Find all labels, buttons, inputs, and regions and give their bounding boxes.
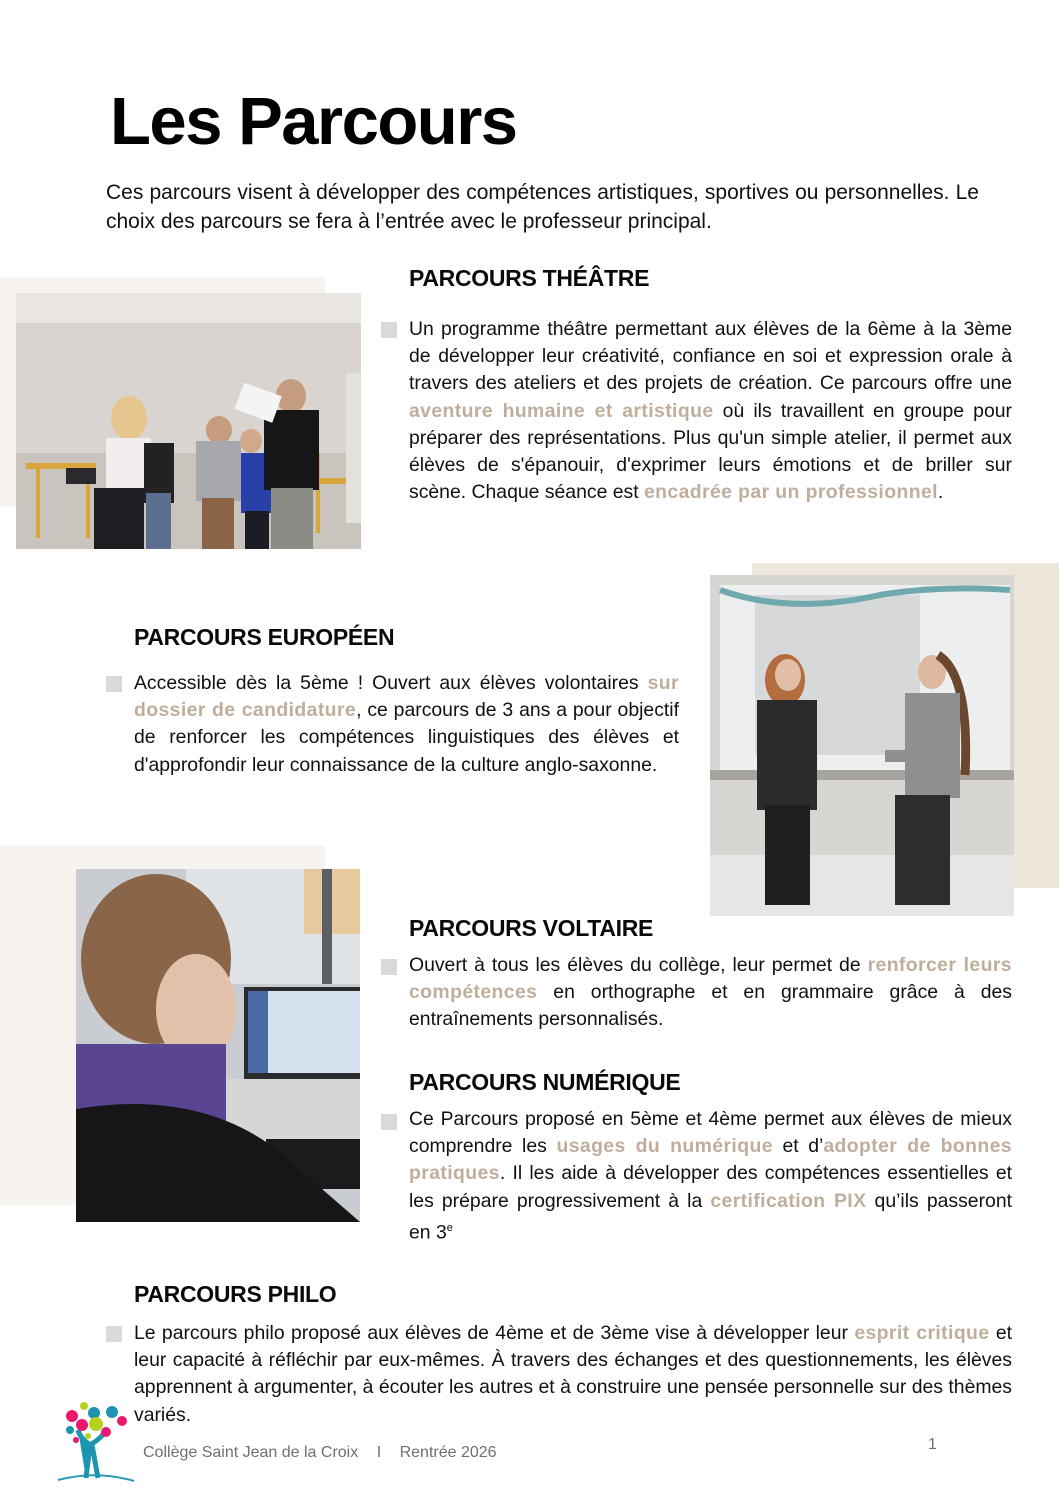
footer-school: Collège Saint Jean de la Croix [143,1444,359,1461]
text-run: . [937,481,944,504]
text-run: Ouvert à tous les élèves du collège, leur permet de [409,954,868,976]
text-run: qu’ils passeront en 3 [409,1189,1012,1244]
text-run: e [446,1221,453,1234]
section-text-philo [134,1320,1012,1429]
text-run: Accessible dès la 5ème ! Ouvert aux élèves volontaires [134,672,648,694]
photo-europeen [710,575,1014,916]
text-run: Le parcours philo proposé aux élèves de 4ème et de 3ème vise à développer leur [134,1322,855,1344]
text-run: et leur capacité à réfléchir par eux-mêmes. À travers des échanges et des questionnements, les élèves apprennent à argumenter, à écouter les autres et à construire une pensée personnelle sur des thèmes variés. [134,1322,1013,1426]
highlighted-phrase: renforcer leurs compétences [409,954,1012,1004]
bullet-icon [381,959,397,975]
bullet-icon [106,676,122,692]
section-text-numerique [409,1106,1012,1246]
bullet-icon [381,1114,397,1130]
highlighted-phrase: encadrée par un professionnel [644,481,938,504]
page-number: 1 [928,1436,937,1453]
section-text-europeen [134,670,679,779]
page-title: Les Parcours [110,84,517,159]
section-title-philo: PARCOURS PHILO [134,1281,337,1307]
section-text-theatre [409,316,1012,506]
section-title-europeen: PARCOURS EUROPÉEN [134,624,395,650]
text-run: en orthographe et en grammaire grâce à des entraînements personnalisés. [409,981,1012,1031]
text-run: où ils travaillent en groupe pour préparer des représentations. Plus qu'un simple atelier, il permet aux élèves de s'épanouir, d'exprimer leurs émotions et de briller sur scène. Chaque séance est [409,399,1012,504]
bullet-icon [106,1326,122,1342]
highlighted-phrase: certification PIX [710,1189,867,1212]
highlighted-phrase: sur dossier de candidature [134,672,679,722]
text-run: . Il les aide à développer des compétences essentielles et les prépare progressivement à la [409,1162,1012,1212]
footer-caption [143,1444,497,1462]
highlighted-phrase: esprit critique [854,1322,990,1344]
text-run: Ce Parcours proposé en 5ème et 4ème permet aux élèves de mieux comprendre les [409,1108,1012,1158]
footer-rentree: Rentrée 2026 [399,1444,497,1461]
photo-theatre [16,293,361,549]
footer-separator: I [376,1444,382,1461]
highlighted-phrase: aventure humaine et artistique [409,399,714,422]
section-title-numerique: PARCOURS NUMÉRIQUE [409,1069,681,1095]
highlighted-phrase: adopter de bonnes pratiques [409,1135,1012,1185]
section-title-theatre: PARCOURS THÉÂTRE [409,265,650,291]
text-run: , ce parcours de 3 ans a pour objectif de renforcer les compétences linguistiques des élèves et d'approfondir leur connaissance de la culture anglo-saxonne. [134,699,679,776]
section-title-voltaire: PARCOURS VOLTAIRE [409,915,654,941]
tree-logo-icon [56,1400,136,1484]
intro-paragraph: Ces parcours visent à développer des compétences artistiques, sportives ou personnelles. Le choix des parcours se fera à l’entrée avec le professeur principal. [106,181,979,233]
photo-voltaire [76,869,360,1222]
section-text-voltaire [409,952,1012,1034]
text-run: Un programme théâtre permettant aux élèves de la 6ème à la 3ème de développer leur créativité, confiance en soi et expression orale à travers des ateliers et des projets de création. Ce parcours offre une [409,318,1012,395]
bullet-icon [381,322,397,338]
highlighted-phrase: usages du numérique [556,1135,773,1158]
text-run: et d’ [772,1135,824,1158]
